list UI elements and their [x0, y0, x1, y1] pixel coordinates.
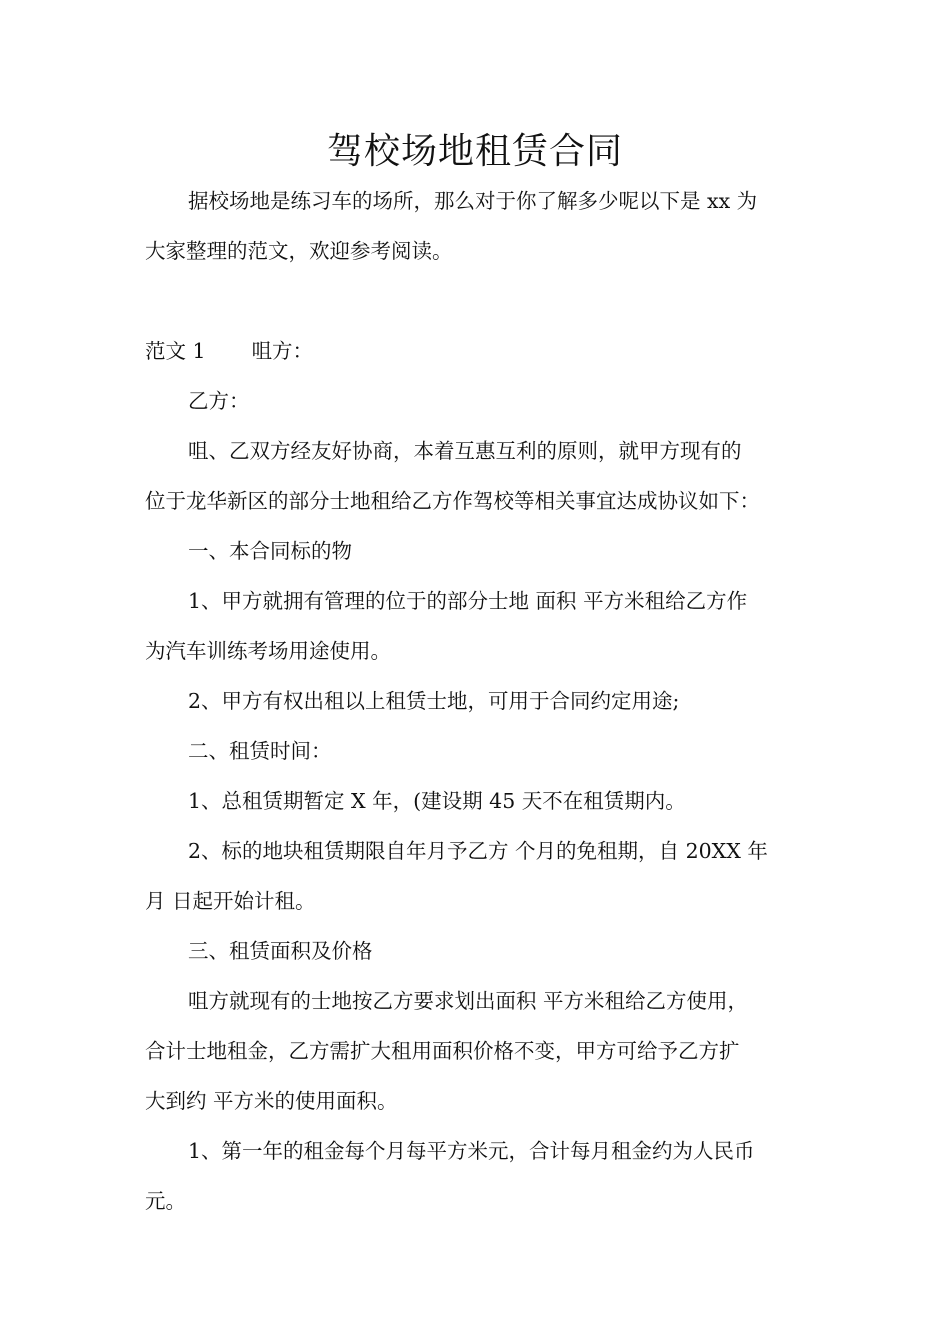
section-2-item-2-line-1: 2、标的地块租赁期限自年月予乙方 个月的免租期，自 20XX 年: [188, 839, 768, 863]
intro-line-1: 据校场地是练习车的场所，那么对于你了解多少呢以下是 xx 为: [188, 189, 758, 213]
intro-line-2: 大家整理的范文，欢迎参考阅读。: [145, 239, 453, 263]
section-1-item-1-line-1: 1、甲方就拥有管理的位于的部分士地 面积 平方米租给乙方作: [188, 589, 748, 613]
party-b-label: 乙方：: [188, 389, 250, 413]
section-3-item-1-line-2: 元。: [145, 1189, 186, 1213]
section-3-para-line-3: 大到约 平方米的使用面积。: [145, 1089, 398, 1113]
section-2-item-1: 1、总租赁期暂定 X 年，(建设期 45 天不在租赁期内。: [188, 789, 686, 813]
section-1-heading: 一、本合同标的物: [188, 539, 352, 563]
sample-label: 范文 1: [145, 339, 206, 363]
section-2-item-2-line-2: 月 日起开始计租。: [145, 889, 316, 913]
document-title: 驾校场地租赁合同: [326, 131, 623, 172]
section-1-item-1-line-2: 为汽车训练考场用途使用。: [145, 639, 391, 663]
sample-header: [145, 336, 313, 366]
preamble-line-1: 咀、乙双方经友好协商，本着互惠互利的原则，就甲方现有的: [188, 439, 742, 463]
section-2-heading: 二、租赁时间：: [188, 739, 332, 763]
preamble-line-2: 位于龙华新区的部分士地租给乙方作驾校等相关事宜达成协议如下：: [145, 489, 760, 513]
party-a-label: 咀方：: [251, 339, 314, 363]
section-3-heading: 三、租赁面积及价格: [188, 939, 373, 963]
section-3-para-line-1: 咀方就现有的士地按乙方要求划出面积 平方米租给乙方使用，: [188, 989, 749, 1013]
section-1-item-2: 2、甲方有权出租以上租赁士地，可用于合同约定用途;: [188, 689, 680, 713]
section-3-para-line-2: 合计士地租金，乙方需扩大租用面积价格不变，甲方可给予乙方扩: [145, 1039, 740, 1063]
section-3-item-1-line-1: 1、第一年的租金每个月每平方米元，合计每月租金约为人民币: [188, 1139, 755, 1163]
